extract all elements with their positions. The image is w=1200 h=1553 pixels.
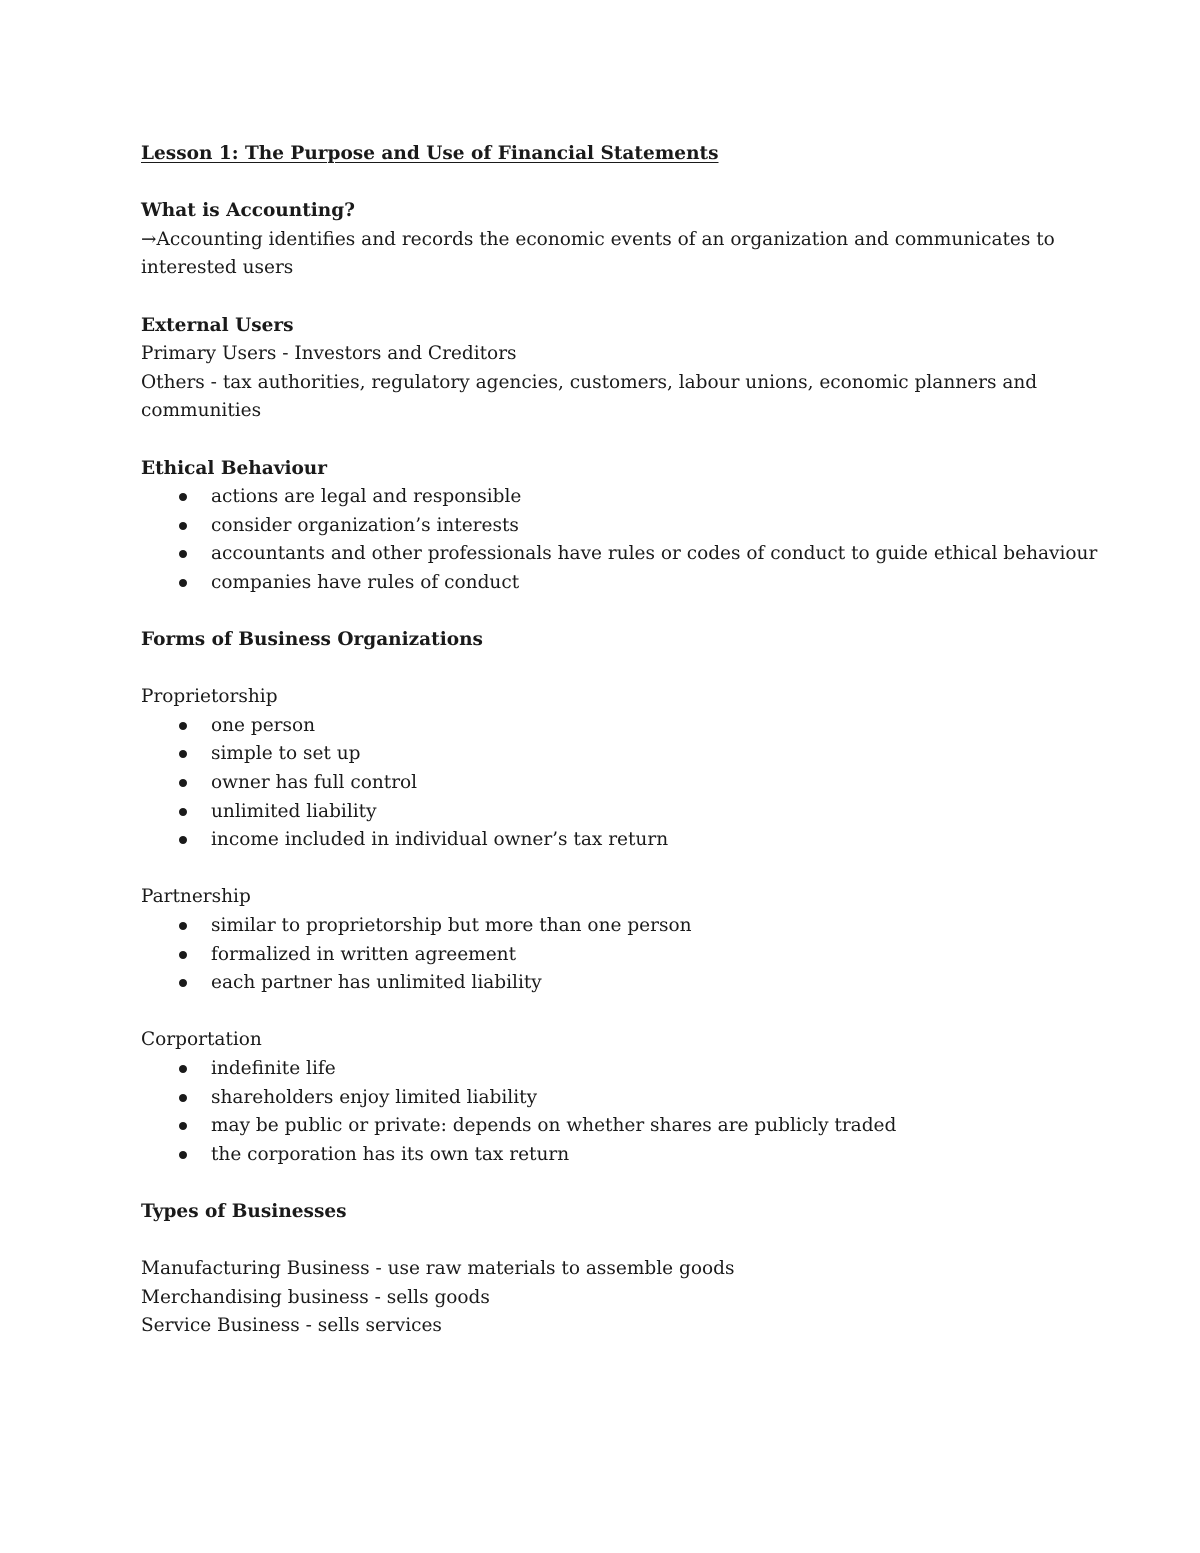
list-item-text: income included in individual owner’s tax return xyxy=(211,829,669,851)
bullet-icon xyxy=(179,493,187,501)
bullet-icon xyxy=(179,779,187,787)
list-item-text: accountants and other professionals have rules or codes of conduct to guide ethical behaviour xyxy=(211,543,1098,565)
subsection-label-proprietorship: Proprietorship xyxy=(141,686,278,708)
list-item-text: each partner has unlimited liability xyxy=(211,972,542,994)
list-item-text: owner has full control xyxy=(211,772,418,794)
list-item xyxy=(141,826,1041,855)
bullet-icon xyxy=(179,951,187,959)
bullet-icon xyxy=(179,550,187,558)
list-item xyxy=(141,540,1098,569)
business-type-line: Service Business - sells services xyxy=(141,1315,442,1337)
spacer xyxy=(141,598,1041,627)
bullet-icon xyxy=(179,579,187,587)
external-users-line: communities xyxy=(141,400,262,422)
list-item xyxy=(141,798,1041,827)
spacer xyxy=(141,426,1041,455)
list-item-text: shareholders enjoy limited liability xyxy=(211,1086,538,1108)
subsection-label-partnership: Partnership xyxy=(141,886,251,908)
spacer xyxy=(141,1169,1041,1198)
list-item xyxy=(141,1055,1041,1084)
spacer xyxy=(141,1227,1041,1256)
section-heading-forms: Forms of Business Organizations xyxy=(141,629,483,651)
list-item xyxy=(141,483,1041,512)
bullet-icon xyxy=(179,836,187,844)
business-type-line: Merchandising business - sells goods xyxy=(141,1286,490,1308)
bullet-icon xyxy=(179,808,187,816)
ethics-bullet-list xyxy=(141,483,1098,597)
section-heading-types: Types of Businesses xyxy=(141,1200,347,1222)
subsection-label-corporation: Corportation xyxy=(141,1029,262,1051)
list-item-text: one person xyxy=(211,714,316,736)
external-users-line: Others - tax authorities, regulatory agencies, customers, labour unions, economic planners and xyxy=(141,371,1038,393)
list-item-text: unlimited liability xyxy=(211,800,377,822)
accounting-definition-line: →Accounting identifies and records the economic events of an organization and communicates to xyxy=(141,228,1055,250)
list-item-text: companies have rules of conduct xyxy=(211,571,520,593)
spacer xyxy=(141,283,1041,312)
spacer xyxy=(141,855,1041,884)
spacer xyxy=(141,655,1041,684)
list-item xyxy=(141,569,1041,598)
bullet-icon xyxy=(179,979,187,987)
bullet-icon xyxy=(179,750,187,758)
list-item-text: simple to set up xyxy=(211,743,361,765)
business-type-line: Manufacturing Business - use raw materials to assemble goods xyxy=(141,1258,735,1280)
external-users-line: Primary Users - Investors and Creditors xyxy=(141,343,517,365)
accounting-definition-line: interested users xyxy=(141,257,294,279)
bullet-icon xyxy=(179,1094,187,1102)
list-item xyxy=(141,712,1041,741)
section-heading-accounting: What is Accounting? xyxy=(141,200,356,222)
list-item xyxy=(141,912,1041,941)
list-item-text: consider organization’s interests xyxy=(211,514,519,536)
spacer xyxy=(141,169,1041,198)
bullet-icon xyxy=(179,922,187,930)
section-heading-ethics: Ethical Behaviour xyxy=(141,457,328,479)
bullet-icon xyxy=(179,522,187,530)
list-item xyxy=(141,1141,1041,1170)
list-item-text: similar to proprietorship but more than one person xyxy=(211,915,692,937)
document-body xyxy=(141,140,1098,1341)
spacer xyxy=(141,998,1041,1027)
list-item-text: the corporation has its own tax return xyxy=(211,1143,570,1165)
list-item xyxy=(141,769,1041,798)
list-item-text: actions are legal and responsible xyxy=(211,486,522,508)
list-item xyxy=(141,512,1041,541)
list-item xyxy=(141,969,1041,998)
list-item-text: formalized in written agreement xyxy=(211,943,517,965)
bullet-icon xyxy=(179,722,187,730)
section-heading-external-users: External Users xyxy=(141,314,294,336)
list-item xyxy=(141,1084,1041,1113)
list-item xyxy=(141,941,1041,970)
corporation-bullet-list xyxy=(141,1055,1041,1169)
bullet-icon xyxy=(179,1151,187,1159)
list-item xyxy=(141,740,1041,769)
list-item xyxy=(141,1112,1041,1141)
bullet-icon xyxy=(179,1065,187,1073)
bullet-icon xyxy=(179,1122,187,1130)
list-item-text: indefinite life xyxy=(211,1058,336,1079)
partnership-bullet-list xyxy=(141,912,1041,998)
list-item-text: may be public or private: depends on whether shares are publicly traded xyxy=(211,1115,897,1137)
document-title: Lesson 1: The Purpose and Use of Financial Statements xyxy=(141,143,719,164)
proprietorship-bullet-list xyxy=(141,712,1041,855)
